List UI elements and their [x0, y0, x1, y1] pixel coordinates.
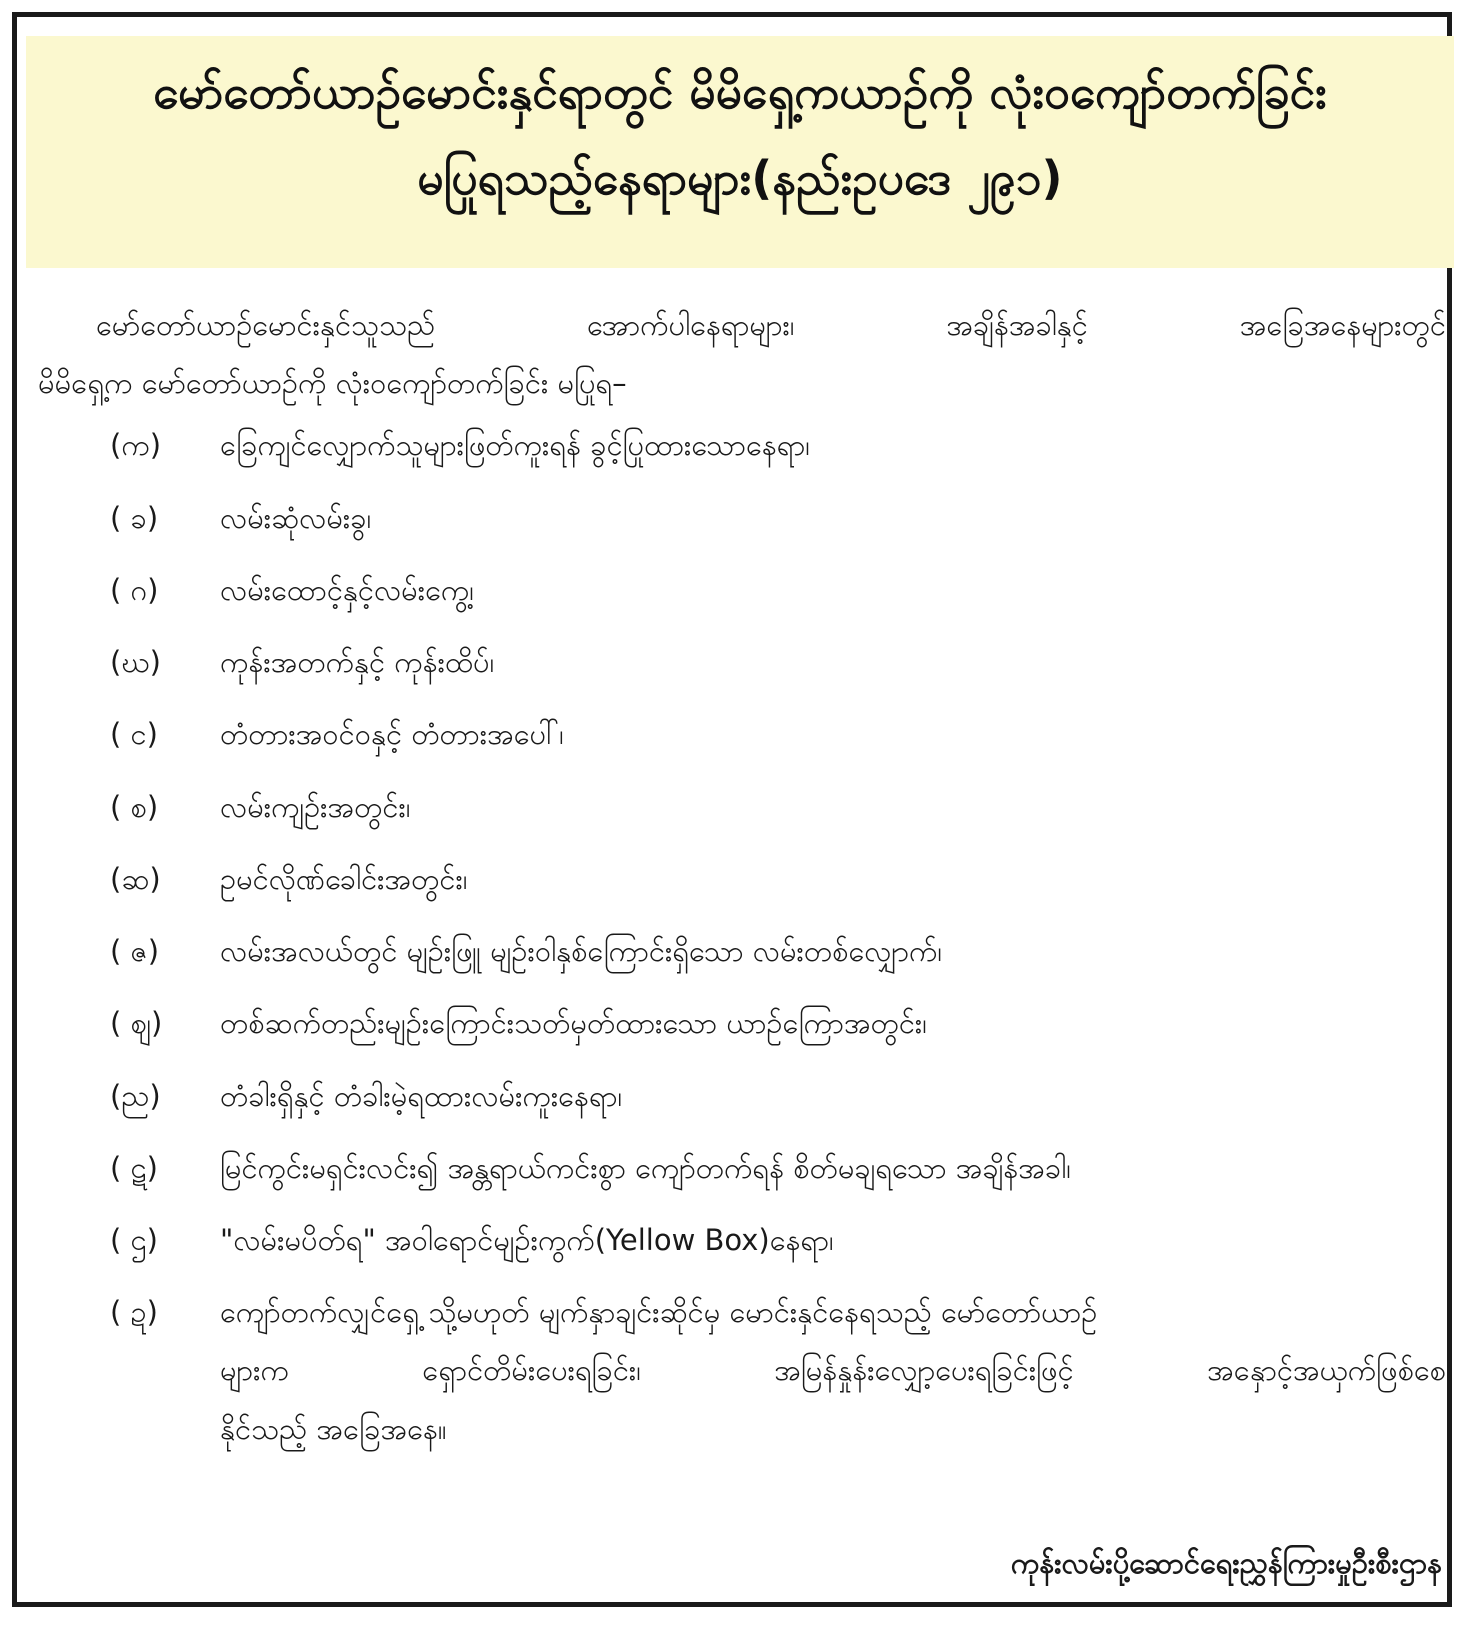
intro-paragraph-line-1 — [96, 305, 1446, 345]
list-item-marker: ( ဋ) — [110, 1151, 158, 1185]
list-item-text: မြင်ကွင်းမရှင်းလင်း၍ အန္တရာယ်ကင်းစွာ ကျော်တက်ရန် စိတ်မချရသော အချိန်အခါ၊ — [220, 1151, 1071, 1185]
list-item-marker: ( စ) — [110, 790, 159, 824]
continuation-word: ရှောင်တိမ်းပေးရခြင်း၊ — [422, 1353, 641, 1387]
list-item — [0, 570, 1480, 610]
list-item-text: ဥမင်လိုဏ်ခေါင်းအတွင်း၊ — [220, 862, 468, 896]
list-item — [0, 859, 1480, 899]
list-item — [0, 498, 1480, 538]
list-item-marker: (ဃ) — [110, 645, 161, 679]
list-item — [0, 1220, 1480, 1260]
intro-word: အချိန်အခါနှင့် — [946, 308, 1088, 342]
list-item-marker: (က) — [110, 428, 162, 462]
intro-word: မော်တော်ယာဉ်မောင်းနှင်သူသည် — [96, 308, 436, 342]
list-item-continuation-line-3: နိုင်သည့် အခြေအနေ။ — [220, 1412, 447, 1446]
intro-paragraph-line-2: မိမိရှေ့က မော်တော်ယာဉ်ကို လုံးဝကျော်တက်ခြင်း မပြုရ– — [38, 366, 627, 400]
list-item-text: "လမ်းမပိတ်ရ" အဝါရောင်မျဉ်းကွက်(Yellow Box)နေရာ၊ — [220, 1223, 834, 1257]
list-item-text: ကျော်တက်လျှင်ရှေ့ သို့မဟုတ် မျက်နှာချင်းဆိုင်မှ မောင်းနှင်နေရသည့် မော်တော်ယာဉ် — [220, 1295, 1098, 1329]
list-item-text: တံခါးရှိနှင့် တံခါးမဲ့ရထားလမ်းကူးနေရာ၊ — [220, 1079, 623, 1113]
list-item-text: လမ်းကျဉ်းအတွင်း၊ — [220, 790, 411, 824]
list-item-marker: ( ဇ) — [110, 934, 160, 968]
continuation-word: များက — [220, 1353, 289, 1387]
notice-title-line-2: မပြုရသည့်နေရာများ(နည်းဥပဒေ ၂၉၁) — [417, 151, 1063, 205]
list-item — [0, 642, 1480, 682]
list-item-text: တံတားအဝင်ဝနှင့် တံတားအပေါ်၊ — [220, 717, 564, 751]
continuation-word: အမြန်နှုန်းလျှော့ပေးရခြင်းဖြင့် — [774, 1353, 1074, 1387]
list-item-marker: ( င) — [110, 717, 158, 751]
list-item-text: ခြေကျင်လျှောက်သူများဖြတ်ကူးရန် ခွင့်ပြုထားသောနေရာ၊ — [220, 428, 810, 462]
list-item-text: လမ်းအလယ်တွင် မျဉ်းဖြူ မျဉ်းဝါနှစ်ကြောင်းရှိသော လမ်းတစ်လျှောက်၊ — [220, 934, 943, 968]
list-item-continuation-line-2 — [220, 1350, 1446, 1390]
intro-word: အခြေအနေများတွင် — [1239, 308, 1446, 342]
list-item — [0, 931, 1480, 971]
list-item — [0, 1003, 1480, 1043]
list-item-marker: (ည) — [110, 1079, 161, 1113]
list-item — [0, 425, 1480, 465]
continuation-word: အနှောင့်အယှက်ဖြစ်စေ — [1207, 1353, 1446, 1387]
list-item — [0, 1076, 1480, 1116]
list-item-marker: (ဆ) — [110, 862, 161, 896]
list-item-text: လမ်းဆုံလမ်းခွ၊ — [220, 501, 372, 535]
list-item — [0, 1292, 1480, 1332]
list-item-marker: ( ဌ) — [110, 1223, 158, 1257]
list-item-text: တစ်ဆက်တည်းမျဉ်းကြောင်းသတ်မှတ်ထားသော ယာဉ်ကြောအတွင်း၊ — [220, 1006, 927, 1040]
list-item-text: လမ်းထောင့်နှင့်လမ်းကွေ့၊ — [220, 573, 474, 607]
intro-word: အောက်ပါနေရာများ၊ — [587, 308, 795, 342]
list-item-marker: ( ဈ) — [110, 1006, 163, 1040]
list-item — [0, 787, 1480, 827]
list-item — [0, 714, 1480, 754]
list-item-text: ကုန်းအတက်နှင့် ကုန်းထိပ်၊ — [220, 645, 495, 679]
notice-title-line-1: မော်တော်ယာဉ်မောင်းနှင်ရာတွင် မိမိရှေ့ကယာဉ်ကို လုံးဝကျော်တက်ခြင်း — [153, 65, 1327, 119]
list-item-marker: ( ဂ) — [110, 573, 159, 607]
list-item-marker: ( ခ) — [110, 501, 159, 535]
list-item — [0, 1148, 1480, 1188]
list-item-marker: ( ဍ) — [110, 1295, 158, 1329]
issuing-department: ကုန်းလမ်းပို့ဆောင်ရေးညွှန်ကြားမှုဦးစီးဌာန — [1010, 1546, 1442, 1580]
